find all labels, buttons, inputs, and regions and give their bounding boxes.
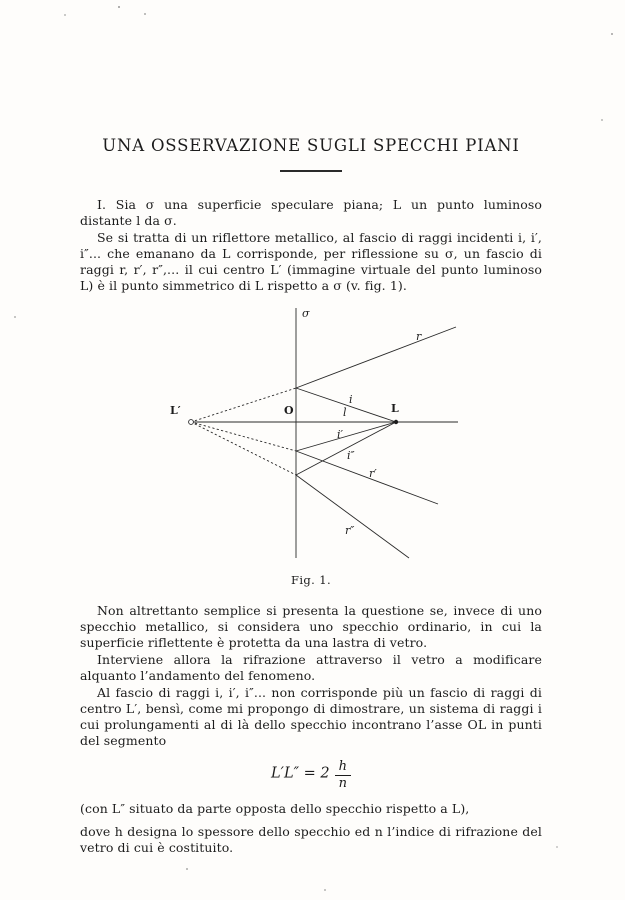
label-L: L [391,402,399,415]
formula-denominator: n [338,776,347,792]
paragraph-5: Al fascio di raggi i, i′, i″... non corrisponde più un fascio di raggi di centro L′, bensì, come mi propongo di dimostrare, un sistema di raggi i cui prolungamenti al di là dello specchio incontrano l’asse OL in punti del segmento [80,685,542,748]
label-O: O [284,404,294,417]
virtual-extension-middle [191,422,296,451]
virtual-extension-lower [191,422,296,475]
title-divider [280,170,342,172]
point-L-prime [189,420,194,425]
virtual-extension-upper [191,388,296,422]
label-r-second: r″ [345,524,355,537]
figure-1 [80,302,542,587]
paragraph-3: Non altrettanto semplice si presenta la questione se, invece di uno specchio metallico, si considera uno specchio ordinario, in cui la superficie riflettente è protetta da una lastra di vetro. [80,603,542,650]
page-title: UNA OSSERVAZIONE SUGLI SPECCHI PIANI [102,136,520,155]
scan-noise [118,6,120,8]
label-l: l [343,406,347,419]
ray-r-prime [296,451,438,504]
label-i-prime: i′ [337,428,344,441]
paragraph-6: (con L″ situato da parte opposta dello specchio rispetto a L), [80,800,470,816]
label-i-second: i″ [347,449,355,462]
ray-r-second [296,475,409,558]
paragraph-2: Se si tratta di un riflettore metallico, al fascio di raggi incidenti i, i′, i″... che emanano da L corrisponde, per riflessione su σ, un fascio di raggi r, r′, r″,... il cui centro L′ (immagine virtuale del punto luminoso L) è il punto simmetrico di L rispetto a σ (v. fig. 1). [80,230,542,293]
paragraph-4: Interviene allora la rifrazione attraverso il vetro a modificare alquanto l’andamento del fenomeno. [80,652,542,683]
label-sigma: σ [302,307,310,320]
text-column [80,136,542,857]
formula [80,760,542,792]
label-L-prime: L′ [170,404,181,417]
point-L [394,420,398,424]
label-i: i [349,393,353,406]
ray-r [296,327,456,388]
mirror-diagram [146,302,476,564]
paragraph-1: I. Sia σ una superficie speculare piana; L un punto luminoso distante l da σ. [80,197,542,228]
label-r-prime: r′ [369,467,377,480]
paragraph-7: dove h designa lo spessore dello specchio ed n l’indice di rifrazione del vetro di cui è costituito. [80,823,542,855]
figure-caption: Fig. 1. [290,573,332,587]
formula-numerator: h [338,759,347,774]
ray-i-prime [296,422,396,451]
ray-i-second [296,422,396,475]
formula-fraction [335,760,351,792]
formula-lhs: L′L″ = 2 [271,765,330,782]
label-r: r [416,330,422,343]
